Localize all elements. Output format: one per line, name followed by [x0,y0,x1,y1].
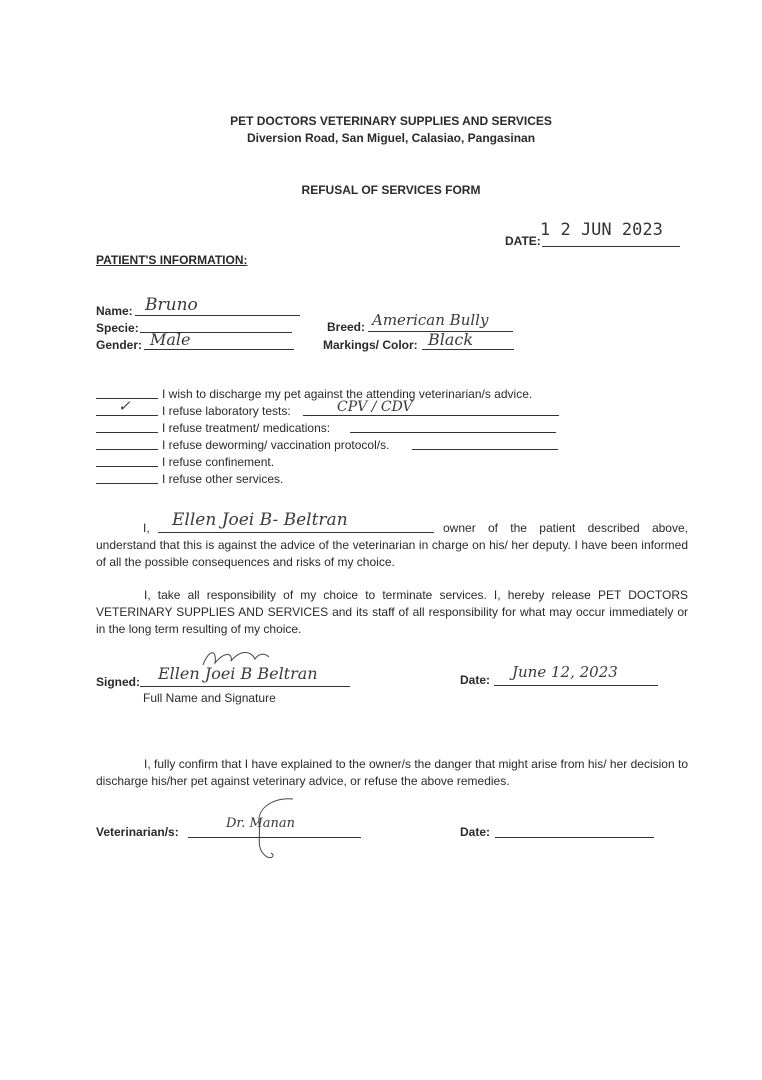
specie-label: Specie: [96,321,139,335]
gender-value: Male [150,330,191,349]
date-label: DATE: [505,234,541,248]
form-title: REFUSAL OF SERVICES FORM [301,183,481,197]
checklist-item-2: I refuse laboratory tests: [162,404,291,418]
owner-date-line [494,685,658,686]
company-name: PET DOCTORS VETERINARY SUPPLIES AND SERVICES [230,114,552,128]
checklist-blank-3 [96,432,158,433]
treatment-line [350,432,556,433]
owner-name-line [158,532,434,533]
owner-date-label: Date: [460,673,491,687]
checklist-blank-4 [96,449,158,450]
checklist-blank-6 [96,483,158,484]
date-line [542,246,680,247]
deworming-line [412,449,558,450]
statement-line1-end: owner of the patient described above, [443,521,688,535]
gender-label: Gender: [96,338,143,352]
vet-date-label: Date: [460,825,491,839]
checklist-blank-2 [96,415,158,416]
markings-label: Markings/ Color: [323,338,418,352]
lab-tests-line [303,415,559,416]
vet-scribble-icon [245,793,305,863]
signed-label: Signed: [96,675,140,689]
checklist-item-4: I refuse deworming/ vaccination protocol/s. [162,438,390,452]
markings-value: Black [428,330,474,349]
checklist-item-1: I wish to discharge my pet against the attending veterinarian/s advice. [162,387,533,401]
date-stamp: 1 2 JUN 2023 [540,220,663,240]
name-value: Bruno [145,295,198,315]
name-line [135,315,300,316]
name-label: Name: [96,304,133,318]
checkmark-icon: ✓ [118,397,131,415]
statement-body: understand that this is against the advice of the veterinarian in charge on his/ her deputy. I have been informed of all the possible consequences and risks of my choice. [96,538,688,569]
lab-tests-value: CPV / CDV [337,399,413,415]
responsibility-paragraph: I, take all responsibility of my choice to terminate services. I, hereby release PET DOCTORS VETERINARY SUPPLIES AND SERVICES and its staff of all responsibility for what may occur immediately or in the long term resulting of my choice. [96,588,688,636]
signed-line [140,686,350,687]
gender-line [144,349,294,350]
markings-line [422,349,514,350]
patient-info-heading: PATIENT'S INFORMATION: [96,253,248,267]
confirmation-paragraph: I, fully confirm that I have explained to the owner/s the danger that might arise from his/ her decision to discharge his/her pet against veterinary advice, or refuse the above remedies. [96,757,688,788]
owner-date-value: June 12, 2023 [512,663,618,681]
breed-value: American Bully [372,311,489,329]
vet-signature: Dr. Manan [226,816,296,831]
checklist-item-6: I refuse other services. [162,472,284,486]
company-address: Diversion Road, San Miguel, Calasiao, Pangasinan [246,131,536,145]
signature-scribble-icon [195,645,275,675]
owner-signature: Ellen Joei B Beltran [158,664,318,683]
signature-caption: Full Name and Signature [143,691,276,705]
vet-date-line [495,837,654,838]
statement-prefix: I, [143,521,150,535]
checklist-item-3: I refuse treatment/ medications: [162,421,331,435]
breed-label: Breed: [327,320,366,334]
vet-line [188,837,361,838]
owner-name: Ellen Joei B- Beltran [172,510,348,530]
checklist-blank-5 [96,466,158,467]
vet-label: Veterinarian/s: [96,825,179,839]
checklist-item-5: I refuse confinement. [162,455,275,469]
